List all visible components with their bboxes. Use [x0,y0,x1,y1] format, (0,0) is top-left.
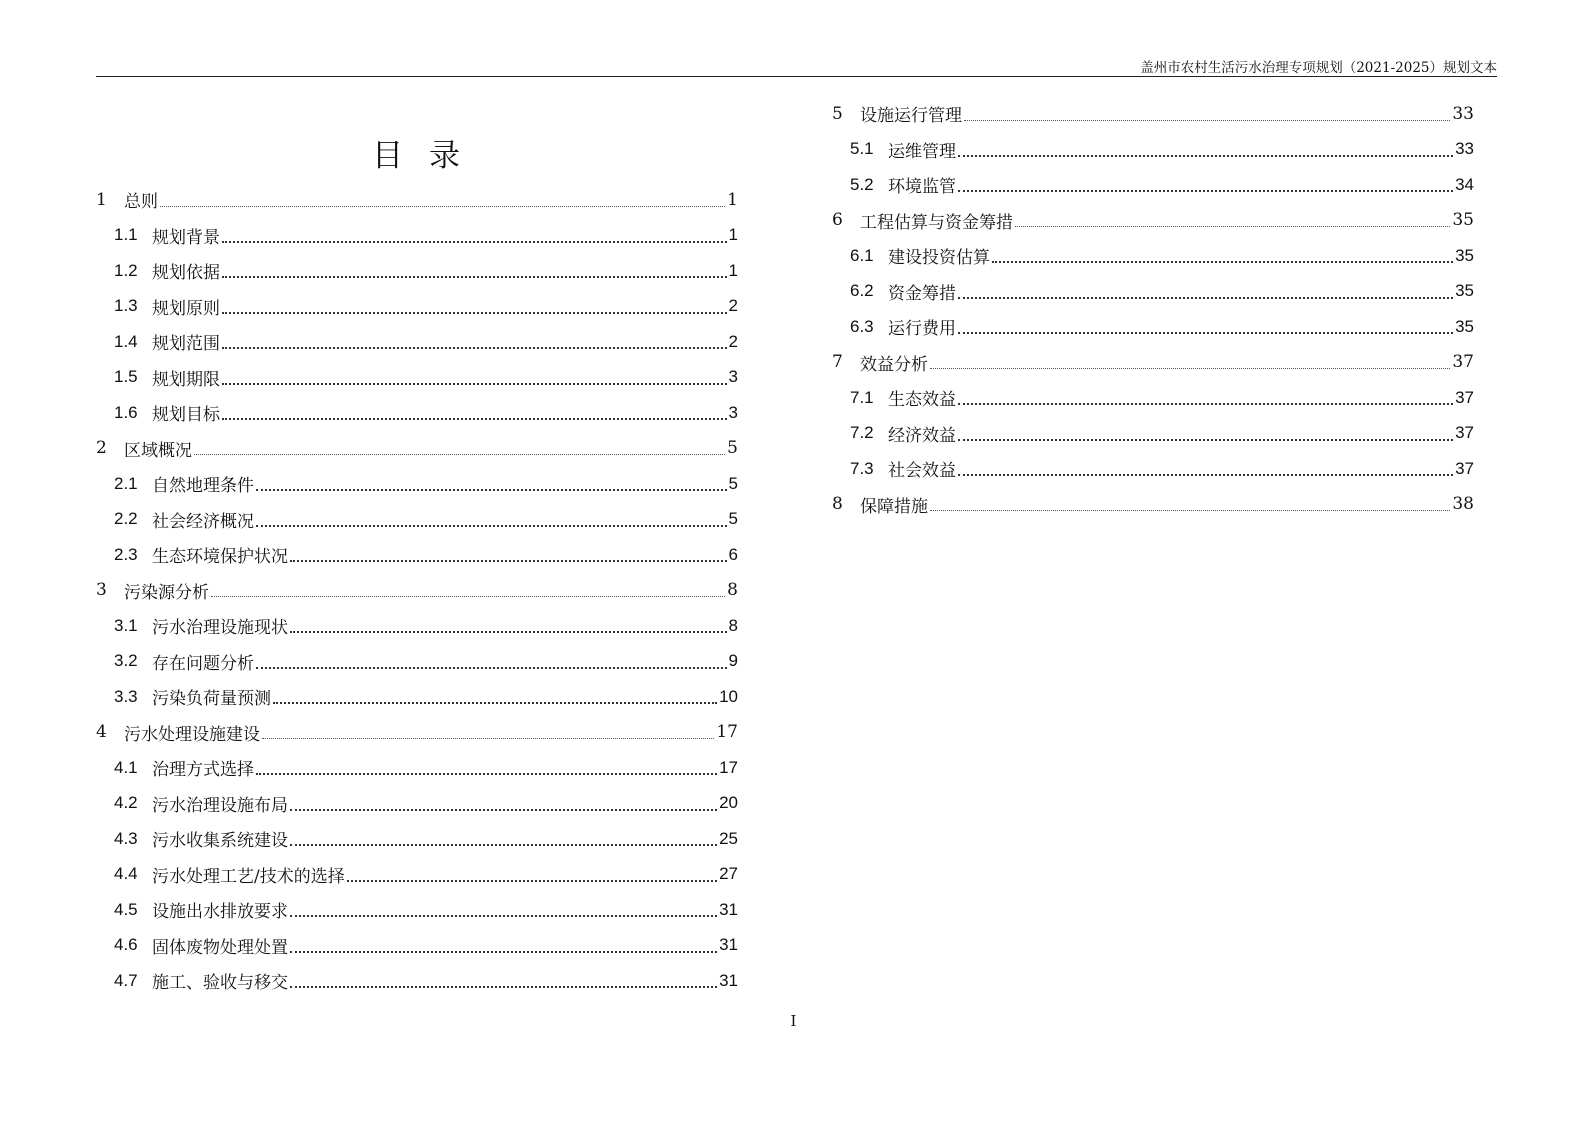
header-title: 盖州市农村生活污水治理专项规划（2021-2025）规划文本 [1140,60,1497,76]
toc-entry-label: 固体废物处理处置 [152,937,288,958]
toc-entry-4-5[interactable] [96,892,738,928]
toc-entry-page: 35 [1455,316,1474,336]
toc-dot-leader [930,509,1450,511]
toc-entry-page: 25 [719,828,738,848]
toc-entry-label: 污水治理设施布局 [152,795,288,816]
toc-entry-number: 3 [96,580,107,601]
toc-entry-number: 7.2 [850,423,874,443]
toc-entry-label: 设施运行管理 [860,106,962,127]
toc-entry-4-7[interactable] [96,963,738,999]
toc-entry-7-1[interactable] [832,380,1474,416]
toc-entry-label: 规划范围 [152,334,220,355]
toc-entry-1-3[interactable] [96,289,738,325]
toc-entry-label: 存在问题分析 [152,653,254,674]
toc-entry-7-3[interactable] [832,451,1474,487]
toc-entry-number: 3.1 [114,615,138,635]
toc-entry-page: 31 [719,935,738,955]
toc-entry-number: 1.6 [114,402,138,422]
toc-dot-leader [262,737,714,739]
toc-dot-leader [290,985,717,988]
toc-entry-7-2[interactable] [832,416,1474,452]
toc-entry-number: 2.1 [114,473,138,493]
toc-dot-leader [222,382,727,385]
toc-entry-1-5[interactable] [96,360,738,396]
toc-entry-5-2[interactable] [832,167,1474,203]
toc-entry-number: 4.7 [114,970,138,990]
toc-entry-label: 总则 [124,192,158,213]
toc-entry-page: 31 [719,899,738,919]
toc-entry-1-2[interactable] [96,253,738,289]
toc-entry-6-3[interactable] [832,309,1474,345]
toc-entry-number: 1.4 [114,331,138,351]
toc-entry-label: 规划依据 [152,263,220,284]
toc-entry-number: 4 [96,722,107,743]
toc-entry-page: 35 [1452,210,1474,231]
toc-dot-leader [290,843,717,846]
toc-entry-label: 社会效益 [888,461,956,482]
toc-entry-page: 10 [719,686,738,706]
toc-dot-leader [958,189,1453,192]
toc-dot-leader [222,275,727,278]
toc-entry-number: 6.2 [850,281,874,301]
toc-entry-label: 规划目标 [152,405,220,426]
toc-entry-page: 38 [1452,494,1474,515]
toc-entry-page: 6 [728,544,738,564]
toc-entry-page: 3 [728,402,738,422]
toc-entry-label: 经济效益 [888,425,956,446]
toc-entry-number: 8 [832,494,843,515]
toc-entry-page: 33 [1452,103,1474,124]
toc-entry-1-4[interactable] [96,324,738,360]
toc-entry-label: 保障措施 [860,496,928,517]
toc-entry-label: 工程估算与资金筹措 [860,212,1013,233]
toc-entry-number: 7.1 [850,387,874,407]
toc-entry-page: 3 [728,367,738,387]
toc-entry-label: 社会经济概况 [152,511,254,532]
toc-entry-6-2[interactable] [832,274,1474,310]
toc-entry-number: 2.3 [114,544,138,564]
toc-entry-2-3[interactable] [96,537,738,573]
toc-entry-label: 生态效益 [888,390,956,411]
toc-entry-3-1[interactable] [96,608,738,644]
toc-entry-label: 污水收集系统建设 [152,831,288,852]
toc-entry-page: 1 [728,225,738,245]
toc-entry-label: 污水处理工艺/技术的选择 [152,866,345,887]
toc-dot-leader [930,367,1450,369]
toc-entry-page: 2 [728,331,738,351]
toc-dot-leader [290,630,727,633]
toc-entry-number: 4.5 [114,899,138,919]
toc-entry-number: 5.1 [850,139,874,159]
toc-entry-4-6[interactable] [96,928,738,964]
toc-entry-4-3[interactable] [96,821,738,857]
toc-entry-label: 污水处理设施建设 [124,724,260,745]
toc-entry-number: 3.3 [114,686,138,706]
toc-entry-label: 污水治理设施现状 [152,618,288,639]
toc-entry-label: 建设投资估算 [888,248,990,269]
toc-dot-leader [160,205,725,207]
toc-entry-page: 37 [1455,423,1474,443]
toc-entry-label: 污染源分析 [124,582,209,603]
toc-entry-label: 污染负荷量预测 [152,689,271,710]
toc-dot-leader [290,950,717,953]
toc-dot-leader [290,808,717,811]
toc-entry-4-1[interactable] [96,750,738,786]
toc-entry-5-1[interactable] [832,132,1474,168]
toc-entry-3-3[interactable] [96,679,738,715]
toc-entry-label: 环境监管 [888,177,956,198]
toc-entry-number: 1.5 [114,367,138,387]
toc-dot-leader [964,119,1450,121]
toc-entry-number: 5.2 [850,174,874,194]
toc-dot-leader [958,154,1453,157]
toc-entry-label: 规划期限 [152,369,220,390]
toc-entry-label: 设施出水排放要求 [152,902,288,923]
toc-entry-label: 资金筹措 [888,283,956,304]
toc-dot-leader [290,559,727,562]
toc-dot-leader [256,524,727,527]
toc-left-column [96,182,738,999]
toc-dot-leader [958,296,1453,299]
toc-entry-label: 施工、验收与移交 [152,973,288,994]
toc-entry-page: 37 [1452,352,1474,373]
toc-dot-leader [1015,225,1450,227]
toc-entry-number: 4.4 [114,864,138,884]
toc-entry-3[interactable] [96,573,738,609]
toc-entry-number: 7 [832,352,843,373]
toc-dot-leader [222,240,727,243]
toc-dot-leader [347,879,717,882]
toc-entry-page: 37 [1455,387,1474,407]
toc-dot-leader [958,331,1453,334]
toc-entry-number: 3.2 [114,651,138,671]
toc-entry-8[interactable] [832,487,1474,523]
toc-entry-label: 效益分析 [860,354,928,375]
toc-entry-label: 运行费用 [888,319,956,340]
toc-dot-leader [958,402,1453,405]
toc-entry-number: 1 [96,189,107,210]
toc-dot-leader [992,260,1453,263]
toc-entry-label: 规划原则 [152,298,220,319]
toc-entry-page: 1 [728,260,738,280]
toc-entry-number: 6.3 [850,316,874,336]
toc-entry-number: 4.3 [114,828,138,848]
toc-entry-page: 8 [728,615,738,635]
toc-entry-page: 34 [1455,174,1474,194]
toc-entry-page: 8 [727,580,738,601]
toc-entry-number: 1.2 [114,260,138,280]
toc-entry-number: 1.3 [114,296,138,316]
toc-entry-1[interactable] [96,182,738,218]
toc-entry-page: 35 [1455,245,1474,265]
toc-entry-number: 4.6 [114,935,138,955]
toc-dot-leader [256,772,717,775]
toc-dot-leader [222,346,727,349]
toc-entry-number: 6.1 [850,245,874,265]
toc-entry-label: 自然地理条件 [152,476,254,497]
toc-entry-page: 9 [728,651,738,671]
toc-entry-number: 7.3 [850,458,874,478]
toc-entry-2-1[interactable] [96,466,738,502]
toc-entry-label: 区域概况 [124,440,192,461]
toc-entry-page: 20 [719,793,738,813]
toc-entry-5[interactable] [832,96,1474,132]
toc-title: 目录 [372,138,486,174]
toc-entry-number: 4.1 [114,757,138,777]
toc-entry-4[interactable] [96,715,738,751]
toc-entry-4-2[interactable] [96,786,738,822]
toc-entry-number: 1.1 [114,225,138,245]
toc-entry-number: 2 [96,438,107,459]
toc-entry-number: 6 [832,210,843,231]
toc-dot-leader [194,453,725,455]
toc-entry-label: 规划背景 [152,227,220,248]
toc-entry-4-4[interactable] [96,857,738,893]
toc-entry-label: 生态环境保护状况 [152,547,288,568]
toc-entry-page: 17 [716,722,738,743]
toc-entry-page: 17 [719,757,738,777]
toc-entry-page: 5 [727,438,738,459]
toc-entry-7[interactable] [832,345,1474,381]
toc-dot-leader [958,438,1453,441]
toc-entry-label: 运维管理 [888,141,956,162]
toc-entry-6-1[interactable] [832,238,1474,274]
toc-entry-1-1[interactable] [96,218,738,254]
toc-entry-page: 5 [728,509,738,529]
toc-entry-page: 35 [1455,281,1474,301]
toc-entry-number: 5 [832,103,843,124]
toc-dot-leader [222,311,727,314]
toc-entry-2-2[interactable] [96,502,738,538]
toc-entry-label: 治理方式选择 [152,760,254,781]
toc-entry-page: 1 [727,189,738,210]
toc-entry-number: 2.2 [114,509,138,529]
toc-entry-2[interactable] [96,431,738,467]
toc-dot-leader [256,666,727,669]
page-number: I [790,1012,797,1030]
toc-entry-6[interactable] [832,203,1474,239]
toc-dot-leader [211,595,725,597]
toc-dot-leader [290,914,717,917]
page-header [96,54,1497,77]
toc-entry-3-2[interactable] [96,644,738,680]
toc-entry-page: 27 [719,864,738,884]
toc-entry-page: 2 [728,296,738,316]
toc-entry-1-6[interactable] [96,395,738,431]
toc-dot-leader [958,473,1453,476]
toc-dot-leader [273,701,717,704]
toc-entry-page: 5 [728,473,738,493]
toc-entry-page: 37 [1455,458,1474,478]
toc-entry-page: 33 [1455,139,1474,159]
toc-entry-page: 31 [719,970,738,990]
toc-right-column [832,96,1474,522]
toc-dot-leader [222,417,727,420]
toc-dot-leader [256,488,727,491]
toc-entry-number: 4.2 [114,793,138,813]
